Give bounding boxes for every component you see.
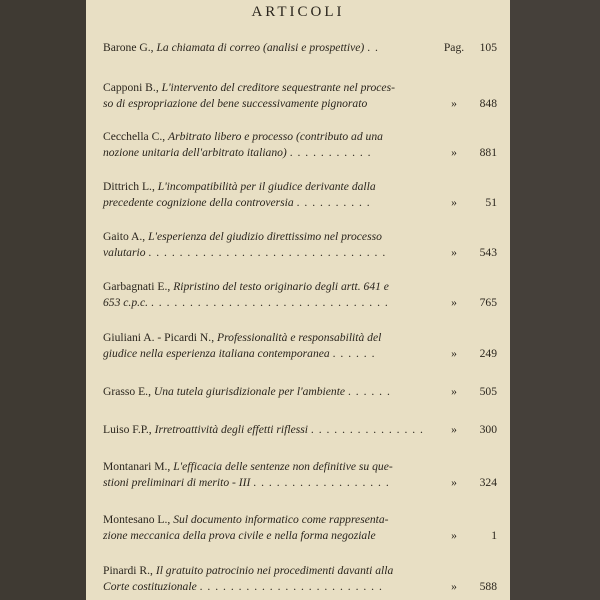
page-marker: » [451,196,457,209]
toc-line [103,40,497,56]
book-background [510,0,600,600]
entry-title-cont: valutario [103,246,146,259]
entry-title: L'incompatibilità per il giudice derivante dalla [157,180,376,193]
entry-author: Garbagnati E., [103,280,171,293]
leader-dots: . . . . . . . . . . . . . . . . . . . . . . . . . . . . . . . [150,296,389,309]
page-marker: » [451,146,457,159]
entry-author: Montanari M., [103,460,171,473]
entry-title: L'intervento del creditore sequestrante nel proces- [161,81,395,94]
page-number: 765 [479,296,497,309]
leader-dots: . . . . . . . . . . . . . . . . . . . . . . . . [199,580,383,593]
entry-author: Dittrich L., [103,180,155,193]
entry-author: Pinardi R., [103,564,153,577]
entry-author: Cecchella C., [103,130,166,143]
page-number: 588 [479,580,497,593]
page-number: 543 [479,246,497,259]
entry-author: Capponi B., [103,81,159,94]
entry-title-cont: nozione unitaria dell'arbitrato italiano) [103,146,287,159]
toc-line [103,279,497,295]
leader-dots: . . . . . . . . . . . . . . . . . . . . . . . . . . . . . . . [148,246,387,259]
toc-entry [103,330,497,362]
book-page [86,0,510,600]
entry-author: Giuliani A. - Picardi N., [103,331,215,344]
entry-title: Il gratuito patrocinio nei procedimenti davanti alla [155,564,394,577]
entry-title-cont: giudice nella esperienza italiana contemporanea [103,347,330,360]
entry-author: Barone G., [103,41,154,54]
entry-title: Irretroattività degli effetti riflessi [154,423,308,436]
page-number: 105 [479,41,497,54]
toc-line [103,145,497,161]
page-number: 848 [479,97,497,110]
toc-entry [103,80,497,112]
toc-entry [103,563,497,595]
entry-title: L'efficacia delle sentenze non definitive su que- [173,460,393,473]
toc-line [103,96,497,112]
toc-line [103,129,497,145]
toc-line [103,195,497,211]
toc-line [103,528,497,544]
entry-author: Montesano L., [103,513,171,526]
toc-line [103,512,497,528]
page-number: 324 [479,476,497,489]
page-marker: » [451,296,457,309]
page-number: 51 [485,196,497,209]
page-marker: » [451,246,457,259]
entry-title: Ripristino del testo originario degli artt. 641 e [173,280,389,293]
page-marker: » [451,476,457,489]
entry-title: Arbitrato libero e processo (contributo ad una [168,130,383,143]
leader-dots: . . . . . . [332,347,376,360]
entry-title: L'esperienza del giudizio direttissimo nel processo [148,230,382,243]
toc-entry [103,179,497,211]
page-number: 300 [479,423,497,436]
toc-entry [103,459,497,491]
leader-dots: . . . . . . [347,385,391,398]
section-heading: ARTICOLI [251,4,345,20]
toc-line [103,295,497,311]
leader-dots: . . . . . . . . . . . . . . . . . . [253,476,390,489]
toc-line [103,229,497,245]
toc-line [103,346,497,362]
toc-entry [103,229,497,261]
entry-title: Professionalità e responsabilità del [217,331,382,344]
toc-entry [103,512,497,544]
toc-line [103,179,497,195]
entry-title-cont: zione meccanica della prova civile e nella forma negoziale [103,529,376,542]
entry-title-cont: stioni preliminari di merito - III [103,476,251,489]
toc-entry [103,422,497,438]
toc-entry [103,384,497,400]
toc-line [103,475,497,491]
toc-line [103,245,497,261]
book-gutter [0,0,86,600]
page-number: 249 [479,347,497,360]
page-marker: » [451,97,457,110]
entry-title-cont: Corte costituzionale [103,580,197,593]
page-number: 881 [479,146,497,159]
entry-title-cont: so di espropriazione del bene successivamente pignorato [103,97,368,110]
page-marker: » [451,529,457,542]
toc-line [103,384,497,400]
toc-line [103,80,497,96]
page-marker: Pag. [443,41,465,54]
page-marker: » [451,580,457,593]
toc-entry [103,279,497,311]
page-number: 1 [491,529,497,542]
leader-dots: . . . . . . . . . . . . . . . [310,423,424,436]
toc-line [103,422,497,438]
entry-author: Grasso E., [103,385,151,398]
page-marker: » [451,423,457,436]
toc-line [103,563,497,579]
leader-dots: . . [367,41,379,54]
leader-dots: . . . . . . . . . . . [289,146,372,159]
page-marker: » [451,347,457,360]
entry-title: Sul documento informatico come rappresenta- [173,513,389,526]
entry-title-cont: precedente cognizione della controversia [103,196,294,209]
page-number: 505 [479,385,497,398]
entry-title-cont: 653 c.p.c. [103,296,149,309]
leader-dots: . . . . . . . . . . [296,196,371,209]
entry-title: Una tutela giurisdizionale per l'ambiente [153,385,346,398]
entry-author: Gaito A., [103,230,146,243]
toc-line [103,579,497,595]
entry-title: La chiamata di correo (analisi e prospettive) [156,41,365,54]
toc-line [103,330,497,346]
toc-line [103,459,497,475]
toc-entry [103,40,497,56]
toc-entry [103,129,497,161]
entry-author: Luiso F.P., [103,423,152,436]
page-marker: » [451,385,457,398]
